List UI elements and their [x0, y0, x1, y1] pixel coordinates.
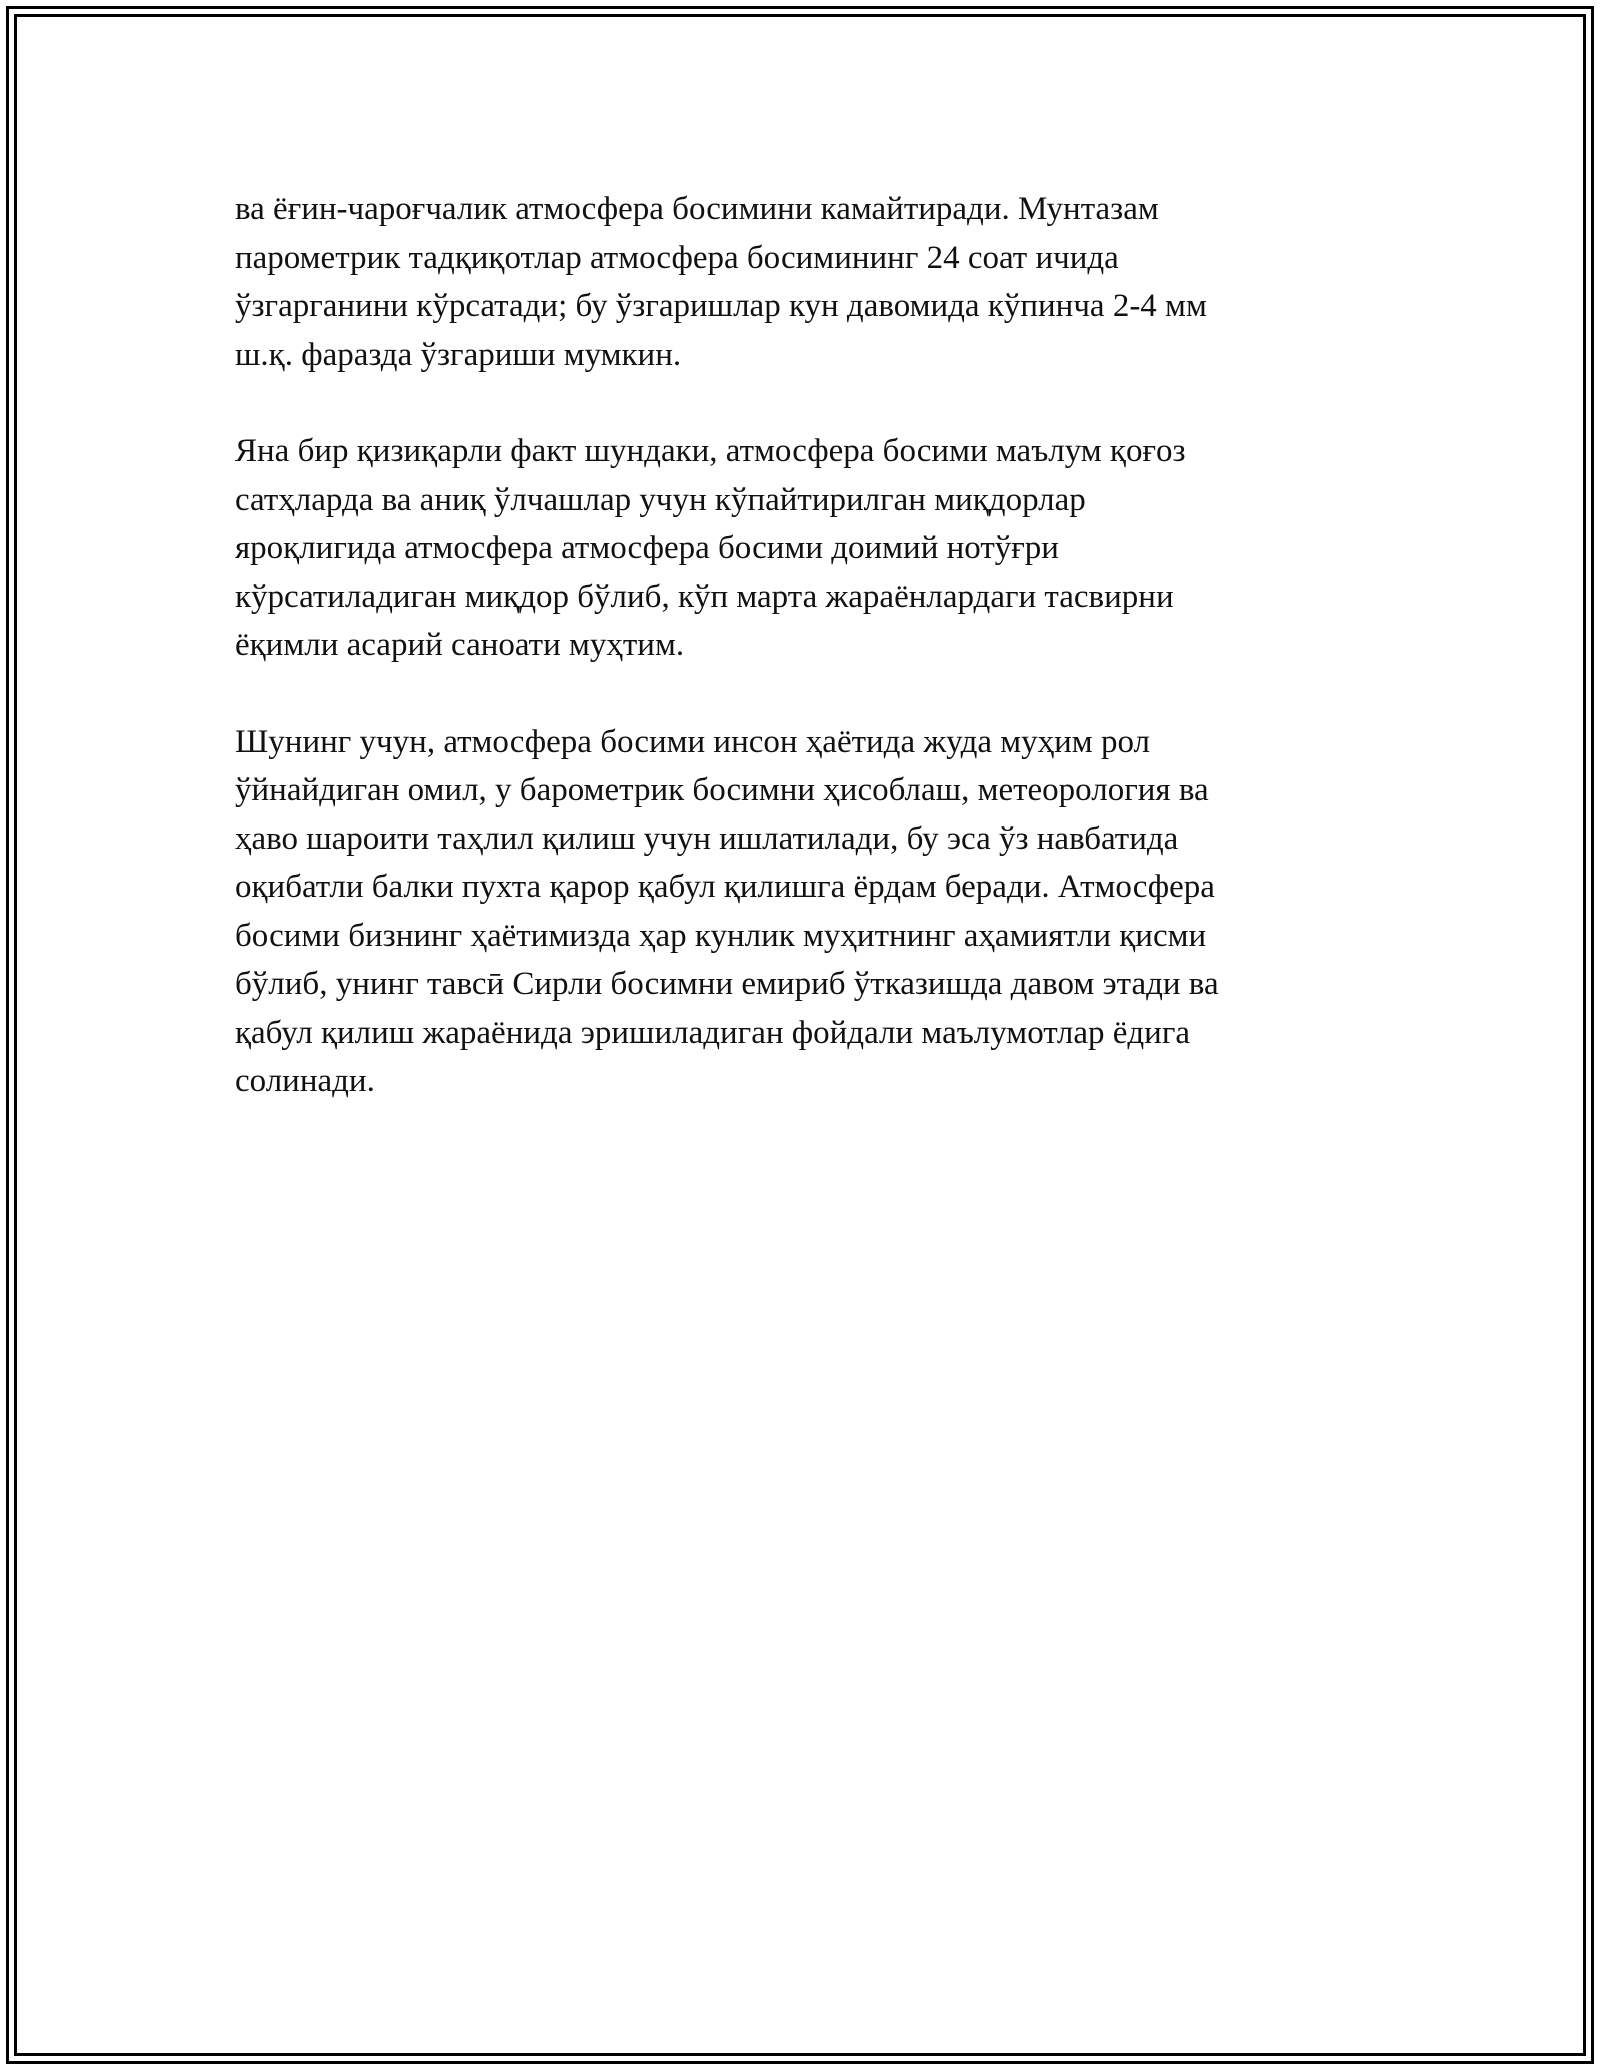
text-line: оқибатли балки пухта қарор қабул қилишга ёрдам беради. Атмосфера	[235, 869, 1215, 905]
text-line: босими бизнинг ҳаётимизда ҳар кунлик муҳитнинг аҳамиятли қисми	[235, 917, 1207, 954]
document-body	[235, 185, 1365, 1154]
text-line: ёқимли асарий саноати муҳтим.	[235, 627, 685, 663]
text-line: яроқлигида атмосфера атмосфера босими доимий нотўғри	[235, 530, 1059, 566]
text-line: ўзгарганини кўрсатади; бу ўзгаришлар кун давомида кўпинча 2-4 мм	[235, 288, 1207, 324]
text-line: кўрсатиладиган миқдор бўлиб, кўп марта жараёнлардаги тасвирни	[235, 578, 1174, 615]
text-line: ш.қ. фаразда ўзгариши мумкин.	[235, 336, 682, 373]
text-line: солинади.	[235, 1063, 375, 1099]
text-line: ва ёғин-чароғчалик атмосфера босимини камайтиради. Мунтазам	[235, 191, 1159, 227]
text-line: ҳаво шароити таҳлил қилиш учун ишлатилади, бу эса ўз навбатида	[235, 820, 1179, 857]
text-line: парометрик тадқиқотлар атмосфера босимининг 24 соат ичида	[235, 239, 1119, 276]
text-line: бўлиб, унинг тавсӣ Сирли босимни емириб ўтказишда давом этади ва	[235, 966, 1219, 1002]
paragraph-2	[235, 427, 1365, 670]
text-line: Яна бир қизиқарли факт шундаки, атмосфера босими маълум қоғоз	[235, 433, 1186, 469]
text-line: Шунинг учун, атмосфера босими инсон ҳаётида жуда муҳим рол	[235, 723, 1150, 760]
text-line: сатҳларда ва аниқ ўлчашлар учун кўпайтирилган миқдорлар	[235, 481, 1086, 518]
text-line: қабул қилиш жараёнида эришиладиган фойдали маълумотлар ёдига	[235, 1014, 1191, 1051]
paragraph-1	[235, 185, 1365, 379]
text-line: ўйнайдиган омил, у барометрик босимни ҳисоблаш, метеорология ва	[235, 772, 1209, 808]
paragraph-3	[235, 718, 1365, 1106]
